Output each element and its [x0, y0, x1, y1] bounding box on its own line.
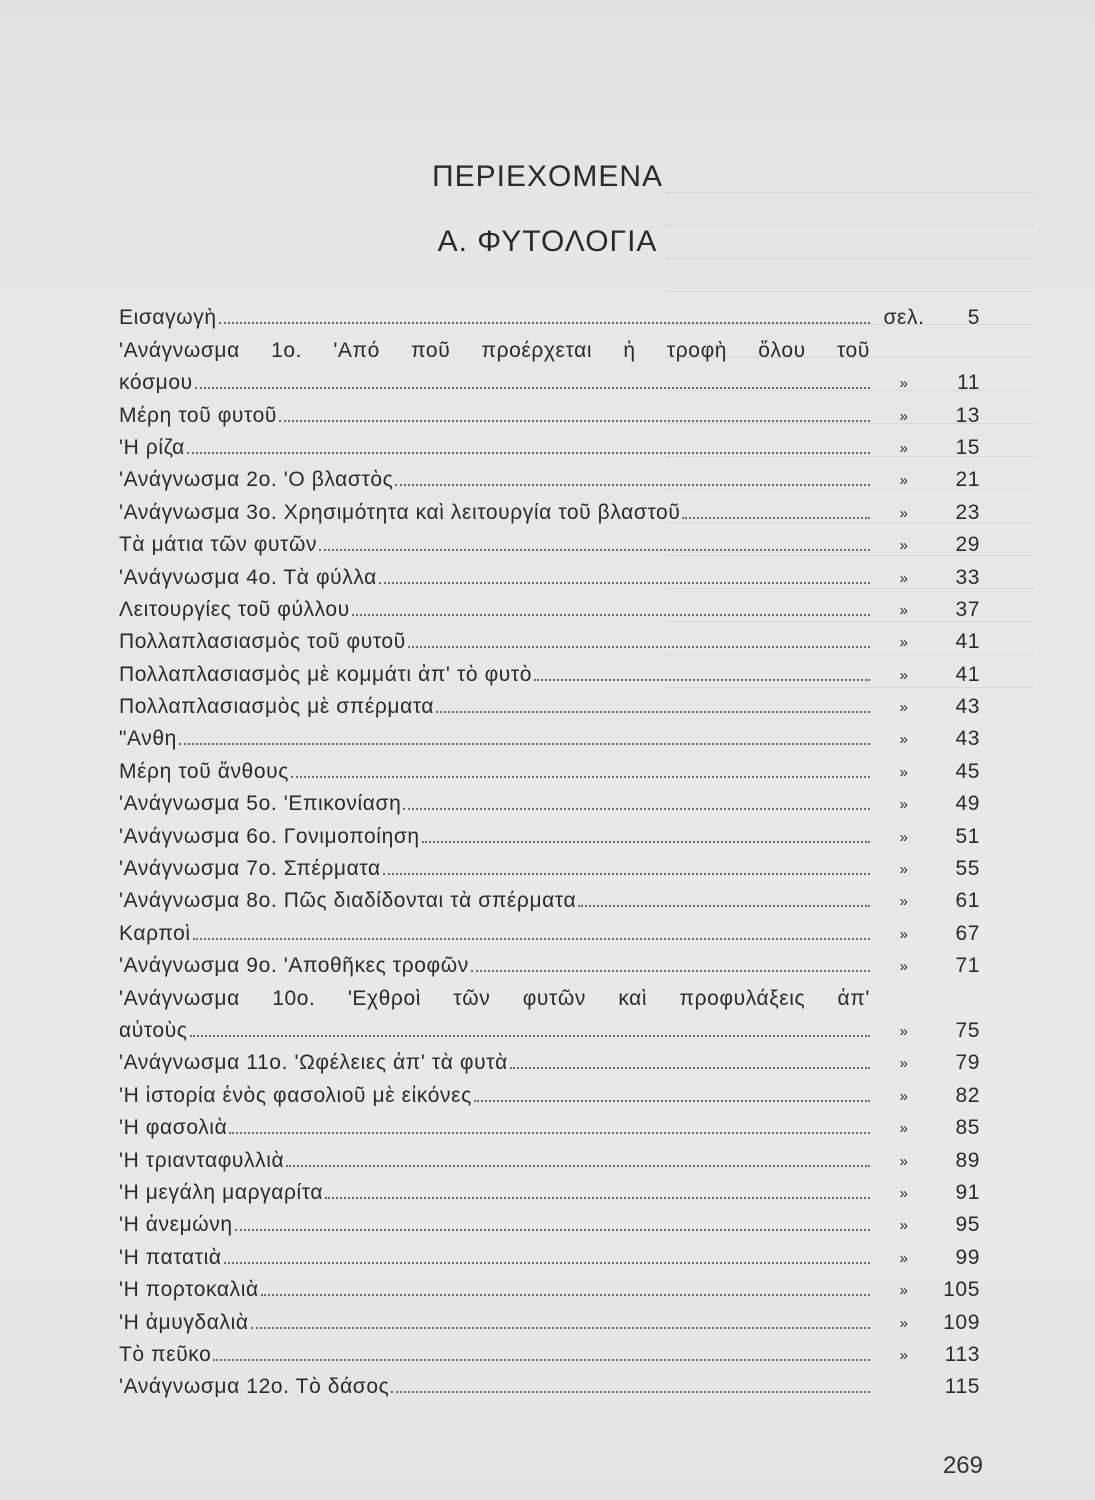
toc-entry-page: 29	[955, 533, 980, 557]
toc-entry-label: Πολλαπλασιασμὸς μὲ κομμάτι ἀπ' τὸ φυτὸ	[119, 662, 533, 686]
ditto-mark: »	[899, 1282, 909, 1300]
toc-entry-label-line1	[119, 339, 980, 363]
toc-entry-label: 'Η ἱστορία ἑνὸς φασολιοῦ μὲ εἰκόνες	[119, 1083, 472, 1107]
ditto-mark: »	[899, 504, 909, 522]
toc-entry	[119, 1108, 980, 1140]
dot-leader	[187, 451, 870, 454]
toc-entry-label: 'Ανάγνωσμα 5ο. 'Επικονίαση	[119, 792, 402, 816]
toc-entry	[119, 298, 980, 330]
toc-entry-page: 105	[943, 1278, 980, 1302]
toc-entry-label: 'Ανάγνωσμα 2ο. 'Ο βλαστὸς	[119, 468, 394, 492]
toc-entry-label: 'Η φασολιὰ	[119, 1116, 228, 1140]
toc-entry-page: 45	[955, 759, 980, 783]
dot-leader	[213, 1358, 870, 1361]
toc-entry-label: 'Ανάγνωσμα 4ο. Τὰ φύλλα	[119, 565, 377, 589]
word: τροφὴ	[666, 338, 728, 362]
word: τοῦ	[836, 338, 870, 362]
toc-entry	[119, 913, 980, 945]
dot-leader	[229, 1131, 870, 1134]
ditto-mark: »	[899, 634, 909, 652]
toc-entry-label: 'Ανάγνωσμα 12ο. Τὸ δάσος	[119, 1375, 390, 1399]
toc-entry	[119, 622, 980, 654]
toc-entry-page: 49	[955, 792, 980, 816]
toc-entry-label: Πολλαπλασιασμὸς τοῦ φυτοῦ	[119, 630, 406, 654]
section-title: Α. ΦΥΤΟΛΟΓΙΑ	[437, 225, 658, 258]
ditto-mark: »	[899, 925, 909, 943]
toc-entry	[119, 1270, 980, 1302]
dot-leader	[474, 1099, 870, 1102]
word: ποῦ	[411, 338, 451, 362]
dot-leader	[471, 969, 870, 972]
dot-leader	[190, 1034, 870, 1037]
dot-leader	[403, 807, 870, 810]
toc-entry-label: 'Ανάγνωσμα 8ο. Πῶς διαδίδονται τὰ σπέρματα	[119, 889, 577, 913]
dot-leader	[251, 1326, 870, 1329]
toc-entry-label: Μέρη τοῦ ἄνθους	[119, 759, 289, 783]
toc-entry-label: 'Η μεγάλη μαργαρίτα	[119, 1180, 324, 1204]
ditto-mark: »	[899, 763, 909, 781]
toc-entry-label: "Ανθη	[119, 727, 177, 751]
ditto-mark: »	[899, 1314, 909, 1332]
toc-entry-label: 'Ανάγνωσμα 9ο. 'Αποθῆκες τροφῶν	[119, 954, 469, 978]
ditto-mark: »	[899, 861, 909, 879]
ditto-mark: »	[899, 1087, 909, 1105]
dot-leader	[379, 581, 870, 584]
dot-leader	[395, 483, 870, 486]
toc-entry	[119, 460, 980, 492]
ditto-mark: »	[899, 731, 909, 749]
toc-entry-label: 'Η πορτοκαλιὰ	[119, 1278, 259, 1302]
page-title: ΠΕΡΙΕΧΟΜΕΝΑ	[431, 160, 664, 193]
toc-entry-label: 'Η τριανταφυλλιὰ	[119, 1148, 285, 1172]
ditto-mark: »	[899, 569, 909, 587]
ditto-mark: »	[899, 1184, 909, 1202]
dot-leader	[286, 1164, 870, 1167]
ditto-mark: »	[899, 439, 909, 457]
toc-entry-page: 67	[955, 921, 980, 945]
word: προφυλάξεις	[679, 986, 806, 1010]
toc-entry-page: 33	[955, 565, 980, 589]
toc-entry	[119, 946, 980, 978]
toc-entry-label: 'Η ρίζα	[119, 435, 185, 459]
toc-entry	[119, 363, 980, 395]
toc-entry	[119, 1237, 980, 1269]
word: 'Ανάγνωσμα	[119, 338, 240, 362]
page-abbrev: σελ.	[883, 306, 925, 330]
ditto-mark: »	[899, 601, 909, 619]
toc-entry-label: αὐτοὺς	[119, 1018, 188, 1042]
toc-entry-page: 91	[955, 1180, 980, 1204]
toc-entry-label: Λειτουργίες τοῦ φύλλου	[119, 597, 350, 621]
toc-entry-label: 'Ανάγνωσμα 7ο. Σπέρματα	[119, 857, 381, 881]
toc-entry-page: 82	[955, 1083, 980, 1107]
toc-entry	[119, 784, 980, 816]
toc-entry	[119, 654, 980, 686]
toc-entry-page: 43	[955, 727, 980, 751]
toc-entry	[119, 395, 980, 427]
word: τῶν	[453, 986, 491, 1010]
ditto-mark: »	[899, 1249, 909, 1267]
toc-entry-label-line1	[119, 987, 980, 1011]
toc-entry	[119, 525, 980, 557]
page-number: 269	[942, 1452, 983, 1479]
toc-entry	[119, 751, 980, 783]
word: καὶ	[618, 986, 648, 1010]
toc-entry-label: 'Ανάγνωσμα 6ο. Γονιμοποίηση	[119, 824, 420, 848]
toc-entry-page: 79	[955, 1051, 980, 1075]
toc-entry-page: 51	[955, 824, 980, 848]
toc-entry	[119, 849, 980, 881]
toc-entry-page: 55	[955, 857, 980, 881]
toc-entry-page: 95	[955, 1213, 980, 1237]
toc-entry-page: 75	[955, 1018, 980, 1042]
ditto-mark: »	[899, 1346, 909, 1364]
toc-entry	[119, 1043, 980, 1075]
toc-entry	[119, 687, 980, 719]
dot-leader	[352, 613, 870, 616]
dot-leader	[534, 678, 870, 681]
ditto-mark: »	[899, 537, 909, 555]
ditto-mark: »	[899, 1152, 909, 1170]
toc-entry-page: 23	[955, 500, 980, 524]
ditto-mark: »	[899, 958, 909, 976]
toc-entry-page: 11	[957, 371, 980, 395]
toc-entry-page: 61	[955, 889, 980, 913]
ditto-mark: »	[899, 828, 909, 846]
table-of-contents	[119, 298, 980, 1399]
dot-leader	[291, 775, 870, 778]
dot-leader	[261, 1293, 870, 1296]
toc-entry	[119, 428, 980, 460]
dot-leader	[325, 1196, 870, 1199]
ditto-mark: »	[899, 1120, 909, 1138]
toc-entry-page: 15	[955, 435, 980, 459]
ditto-mark: »	[899, 1022, 909, 1040]
toc-entry-page: 71	[955, 954, 980, 978]
ditto-mark: »	[899, 893, 909, 911]
word: 'Από	[333, 338, 380, 362]
toc-entry	[119, 1140, 980, 1172]
word: ἀπ'	[837, 986, 870, 1010]
ditto-mark	[874, 1396, 934, 1399]
word: 'Εχθροὶ	[347, 986, 422, 1010]
toc-entry-page: 89	[955, 1148, 980, 1172]
toc-entry	[119, 590, 980, 622]
word: προέρχεται	[481, 338, 593, 362]
dot-leader	[319, 548, 870, 551]
toc-entry-wrapped-line	[119, 330, 980, 362]
dot-leader	[224, 1261, 870, 1264]
word: ἡ	[623, 338, 636, 362]
toc-entry-label: Τὸ πεῦκο	[119, 1342, 212, 1366]
toc-entry	[119, 1075, 980, 1107]
toc-entry	[119, 1011, 980, 1043]
toc-entry-label: Μέρη τοῦ φυτοῦ	[119, 403, 277, 427]
toc-entry-label: 'Ανάγνωσμα 3ο. Χρησιμότητα καὶ λειτουργία τοῦ βλαστοῦ	[119, 500, 681, 524]
toc-entry-page: 99	[955, 1245, 980, 1269]
word: 'Ανάγνωσμα	[119, 986, 240, 1010]
ditto-mark: »	[899, 666, 909, 684]
toc-entry-page: 13	[955, 403, 980, 427]
toc-entry-page: 41	[955, 630, 980, 654]
toc-entry-wrapped-line	[119, 978, 980, 1010]
toc-entry-label: Πολλαπλασιασμὸς μὲ σπέρματα	[119, 695, 435, 719]
toc-entry-page: 113	[944, 1342, 980, 1366]
toc-entry-page: 85	[955, 1116, 980, 1140]
toc-entry-page: 5	[967, 306, 980, 330]
word: 1ο.	[271, 338, 303, 362]
ditto-mark: »	[899, 407, 909, 425]
dot-leader	[219, 321, 870, 324]
toc-entry	[119, 1173, 980, 1205]
toc-entry-page: 115	[944, 1375, 980, 1399]
toc-entry-label: κόσμου	[119, 371, 193, 395]
dot-leader	[383, 872, 870, 875]
dot-leader	[422, 840, 870, 843]
toc-entry-label: 'Η πατατιὰ	[119, 1245, 222, 1269]
toc-entry-label: Εισαγωγὴ	[119, 306, 217, 330]
toc-entry	[119, 1367, 980, 1399]
dot-leader	[193, 937, 870, 940]
dot-leader	[436, 710, 870, 713]
dot-leader	[391, 1390, 870, 1393]
toc-entry-label: Τὰ μάτια τῶν φυτῶν	[119, 533, 318, 557]
dot-leader	[682, 516, 870, 519]
toc-entry	[119, 1205, 980, 1237]
ditto-mark: »	[899, 699, 909, 717]
toc-entry-label: 'Η ἀνεμώνη	[119, 1213, 233, 1237]
ditto-mark: »	[899, 1217, 909, 1235]
toc-entry	[119, 719, 980, 751]
ditto-mark: »	[899, 472, 909, 490]
toc-entry	[119, 492, 980, 524]
toc-entry-page: 109	[943, 1310, 980, 1334]
dot-leader	[235, 1228, 870, 1231]
toc-entry	[119, 881, 980, 913]
toc-entry-label: 'Η ἀμυγδαλιὰ	[119, 1310, 249, 1334]
toc-entry-page: 41	[955, 662, 980, 686]
toc-entry-label: 'Ανάγνωσμα 11ο. 'Ωφέλειες ἀπ' τὰ φυτὰ	[119, 1051, 508, 1075]
ditto-mark: »	[899, 796, 909, 814]
word: ὅλου	[758, 338, 806, 362]
ditto-mark: »	[899, 375, 909, 393]
dot-leader	[408, 645, 870, 648]
toc-entry	[119, 1335, 980, 1367]
toc-entry	[119, 1302, 980, 1334]
dot-leader	[179, 742, 870, 745]
toc-entry	[119, 557, 980, 589]
dot-leader	[195, 386, 870, 389]
toc-entry	[119, 816, 980, 848]
toc-entry-page: 37	[955, 597, 980, 621]
dot-leader	[279, 419, 870, 422]
dot-leader	[578, 904, 870, 907]
toc-entry-page: 43	[955, 695, 980, 719]
toc-entry-page: 21	[955, 468, 980, 492]
word: φυτῶν	[522, 986, 586, 1010]
dot-leader	[510, 1066, 870, 1069]
ditto-mark: »	[899, 1055, 909, 1073]
toc-entry-label: Καρποὶ	[119, 921, 191, 945]
word: 10ο.	[272, 986, 316, 1010]
